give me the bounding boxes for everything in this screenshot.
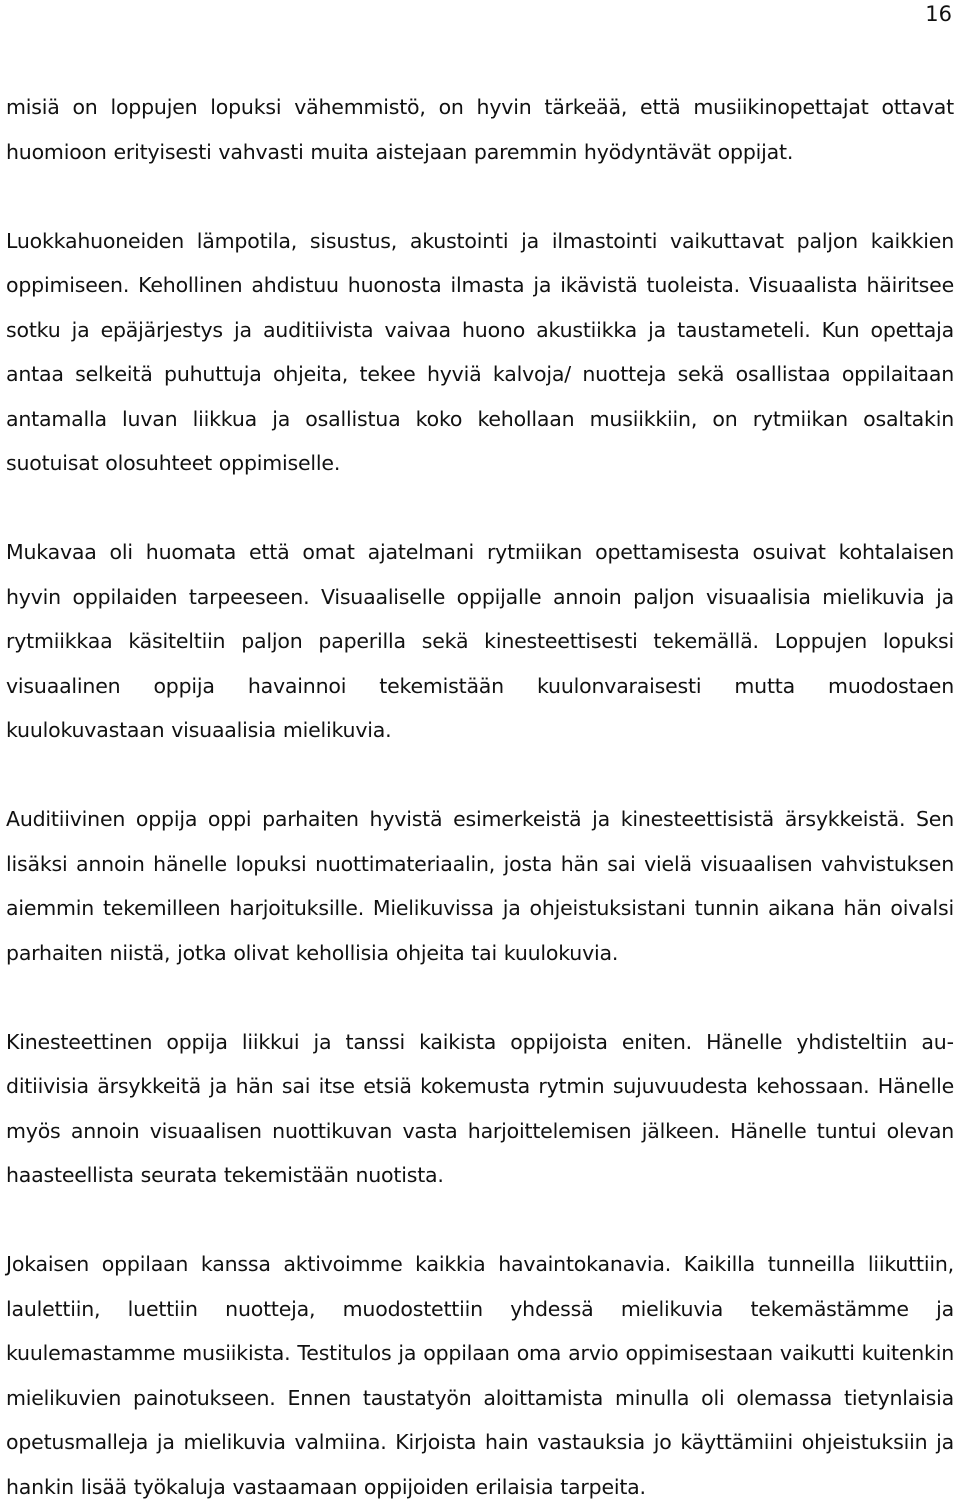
paragraph-1: misiä on loppujen lopuksi vähemmistö, on hyvin tärkeää, että musiikinopettajat ottavat huomioon erityisesti vahvasti muita aistejaan paremmin hyödyntävät oppijat. <box>6 95 954 164</box>
paragraph-2: Luokkahuoneiden lämpotila, sisustus, akustointi ja ilmastointi vaikuttavat paljon kaikkien oppimiseen. Kehollinen ahdistuu huonosta ilmasta ja ikävistä tuoleista. Visuaalista häiritsee sotku ja epäjärjestys ja auditiivista vaivaa huono akustiikka ja taustameteli. Kun opettaja antaa selkeitä puhuttuja ohjeita, tekee hyviä kalvoja/ nuotteja sekä osallistaa oppilaitaan antamalla luvan liikkua ja osallistua koko kehollaan musiikkiin, on rytmiikan osaltakin suotuisat olosuhteet oppimiselle. <box>6 228 954 475</box>
document-body <box>6 85 954 1509</box>
paragraph-5: Kinesteettinen oppija liikkui ja tanssi kaikista oppijoista eniten. Hänelle yhdisteltiin auditiivisia ärsykkeitä ja hän sai itse etsiä kokemusta rytmin sujuvuudesta kehossaan. Hänelle myös annoin visuaalisen nuottikuvan vasta harjoittelemisen jälkeen. Hänelle tuntui olevan haasteellista seurata tekemistään nuotista. <box>6 1029 954 1187</box>
paragraph-3: Mukavaa oli huomata että omat ajatelmani rytmiikan opettamisesta osuivat kohtalaisen hyvin oppilaiden tarpeeseen. Visuaaliselle oppijalle annoin paljon visuaalisia mielikuvia ja rytmiikkaa käsiteltiin paljon paperilla sekä kinesteettisesti tekemällä. Loppujen lopuksi visuaalinen oppija havainnoi tekemistään kuulonvaraisesti mutta muodostaen kuulokuvastaan visuaalisia mielikuvia. <box>6 540 954 742</box>
page-number: 16 <box>925 2 952 26</box>
paragraph-6: Jokaisen oppilaan kanssa aktivoimme kaikkia havaintokanavia. Kaikilla tunneilla liikuttiin, laulettiin, luettiin nuotteja, muodostettiin yhdessä mielikuvia tekemästämme ja kuulemastamme musiikista. Testitulos ja oppilaan oma arvio oppimisestaan vaikutti kuitenkin mielikuvien painotukseen. Ennen taustatyön aloittamista minulla oli olemassa tietynlaisia opetusmalleja ja mielikuvia valmiina. Kirjoista hain vastauksia jo käyttämiini ohjeistuksiin ja hankin lisää työkaluja vastaamaan oppijoiden erilaisia tarpeita. <box>6 1252 954 1499</box>
paragraph-4: Auditiivinen oppija oppi parhaiten hyvistä esimerkeistä ja kinesteettisistä ärsykkeistä. Sen lisäksi annoin hänelle lopuksi nuottimateriaalin, josta hän sai vielä visuaalisen vahvistuksen aiemmin tekemilleen harjoituksille. Mielikuvissa ja ohjeistuksistani tunnin aikana hän oivalsi parhaiten niistä, jotka olivat kehollisia ohjeita tai kuulokuvia. <box>6 807 954 965</box>
